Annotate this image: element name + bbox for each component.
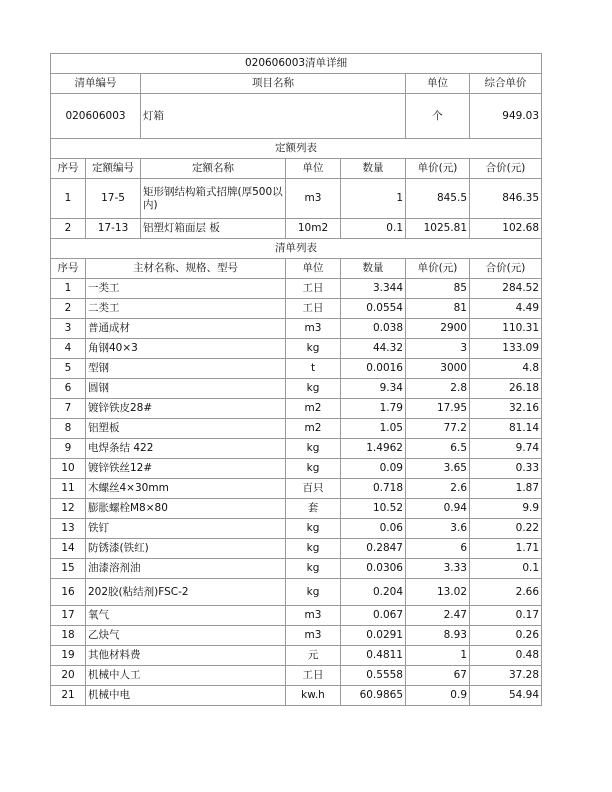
material-total: 9.9 [470, 499, 542, 519]
material-row [51, 279, 542, 299]
material-name: 木螺丝4×30mm [86, 479, 286, 499]
material-qty: 0.09 [341, 459, 406, 479]
material-header-row [51, 259, 542, 279]
quota-row [51, 219, 542, 239]
material-unit-price: 17.95 [406, 399, 470, 419]
bill-detail-table [50, 53, 542, 706]
material-qty: 0.0554 [341, 299, 406, 319]
material-row [51, 686, 542, 706]
material-name: 膨胀螺栓M8×80 [86, 499, 286, 519]
material-name-header: 主材名称、规格、型号 [86, 259, 286, 279]
quota-unit: m3 [286, 179, 341, 219]
material-qty: 9.34 [341, 379, 406, 399]
material-qty: 0.0016 [341, 359, 406, 379]
item-name: 灯箱 [141, 94, 406, 139]
material-seq: 12 [51, 499, 86, 519]
material-name: 其他材料费 [86, 646, 286, 666]
material-unit: m3 [286, 626, 341, 646]
page-title: 020606003清单详细 [51, 54, 542, 74]
material-unit-price: 6.5 [406, 439, 470, 459]
material-row [51, 646, 542, 666]
material-unit-price: 2.6 [406, 479, 470, 499]
material-unit: t [286, 359, 341, 379]
material-name: 防锈漆(铁红) [86, 539, 286, 559]
material-unit: kg [286, 539, 341, 559]
material-unit-price: 3000 [406, 359, 470, 379]
material-seq: 2 [51, 299, 86, 319]
material-seq: 14 [51, 539, 86, 559]
material-row [51, 439, 542, 459]
material-unit: kg [286, 379, 341, 399]
quota-total: 102.68 [470, 219, 542, 239]
material-name: 电焊条结 422 [86, 439, 286, 459]
material-unit: m2 [286, 399, 341, 419]
item-unit-header: 单位 [406, 74, 470, 94]
material-seq: 11 [51, 479, 86, 499]
material-total: 0.33 [470, 459, 542, 479]
material-unit: 百只 [286, 479, 341, 499]
material-qty-header: 数量 [341, 259, 406, 279]
quota-header-row [51, 159, 542, 179]
material-qty: 0.5558 [341, 666, 406, 686]
material-unit-price: 81 [406, 299, 470, 319]
quota-code: 17-13 [86, 219, 141, 239]
material-row [51, 379, 542, 399]
material-row [51, 626, 542, 646]
material-row [51, 579, 542, 606]
quota-seq: 2 [51, 219, 86, 239]
material-row [51, 459, 542, 479]
material-unit: 工日 [286, 299, 341, 319]
material-qty: 0.4811 [341, 646, 406, 666]
material-qty: 0.06 [341, 519, 406, 539]
quota-unit-price-header: 单价(元) [406, 159, 470, 179]
item-unit: 个 [406, 94, 470, 139]
quota-section-title: 定额列表 [51, 139, 542, 159]
material-name: 角钢40×3 [86, 339, 286, 359]
item-row [51, 94, 542, 139]
quota-name-header: 定额名称 [141, 159, 286, 179]
material-seq: 1 [51, 279, 86, 299]
material-name: 202胶(粘结剂)FSC-2 [86, 579, 286, 606]
material-seq: 19 [51, 646, 86, 666]
material-row [51, 419, 542, 439]
material-row [51, 319, 542, 339]
material-name: 二类工 [86, 299, 286, 319]
material-unit-price: 13.02 [406, 579, 470, 606]
quota-total: 846.35 [470, 179, 542, 219]
quota-code: 17-5 [86, 179, 141, 219]
material-unit: 套 [286, 499, 341, 519]
material-unit-price: 1 [406, 646, 470, 666]
material-qty: 0.067 [341, 606, 406, 626]
material-unit-price: 3.6 [406, 519, 470, 539]
material-name: 镀锌铁丝12# [86, 459, 286, 479]
item-header-row [51, 74, 542, 94]
material-unit-price: 3.65 [406, 459, 470, 479]
quota-seq: 1 [51, 179, 86, 219]
material-name: 普通成材 [86, 319, 286, 339]
item-price-header: 综合单价 [470, 74, 542, 94]
material-row [51, 479, 542, 499]
material-total: 0.1 [470, 559, 542, 579]
material-qty: 60.9865 [341, 686, 406, 706]
material-qty: 0.718 [341, 479, 406, 499]
quota-qty-header: 数量 [341, 159, 406, 179]
material-unit-price: 77.2 [406, 419, 470, 439]
material-row [51, 359, 542, 379]
material-row [51, 399, 542, 419]
material-row [51, 666, 542, 686]
material-row [51, 606, 542, 626]
material-qty: 1.4962 [341, 439, 406, 459]
material-unit-price: 3 [406, 339, 470, 359]
material-unit: kg [286, 459, 341, 479]
quota-unit-header: 单位 [286, 159, 341, 179]
material-total: 2.66 [470, 579, 542, 606]
material-name: 圆钢 [86, 379, 286, 399]
quota-seq-header: 序号 [51, 159, 86, 179]
quota-unit-price: 845.5 [406, 179, 470, 219]
material-seq: 21 [51, 686, 86, 706]
material-total: 81.14 [470, 419, 542, 439]
material-unit: kg [286, 559, 341, 579]
material-name: 乙炔气 [86, 626, 286, 646]
quota-name: 矩形钢结构箱式招牌(厚500以内) [141, 179, 286, 219]
material-qty: 0.2847 [341, 539, 406, 559]
material-row [51, 559, 542, 579]
material-total: 9.74 [470, 439, 542, 459]
material-seq: 9 [51, 439, 86, 459]
material-seq: 13 [51, 519, 86, 539]
material-seq: 8 [51, 419, 86, 439]
material-unit: m2 [286, 419, 341, 439]
material-total: 0.22 [470, 519, 542, 539]
quota-qty: 1 [341, 179, 406, 219]
material-seq: 5 [51, 359, 86, 379]
material-total: 1.71 [470, 539, 542, 559]
material-unit: kg [286, 439, 341, 459]
material-total: 133.09 [470, 339, 542, 359]
material-row [51, 339, 542, 359]
quota-row [51, 179, 542, 219]
material-name: 油漆溶剂油 [86, 559, 286, 579]
quota-name: 铝塑灯箱面层 板 [141, 219, 286, 239]
material-unit-price: 0.94 [406, 499, 470, 519]
material-total: 54.94 [470, 686, 542, 706]
material-unit: 元 [286, 646, 341, 666]
quota-section-row [51, 139, 542, 159]
material-qty: 44.32 [341, 339, 406, 359]
material-name: 氧气 [86, 606, 286, 626]
item-price: 949.03 [470, 94, 542, 139]
material-unit: 工日 [286, 279, 341, 299]
material-qty: 0.204 [341, 579, 406, 606]
material-section-row [51, 239, 542, 259]
material-qty: 3.344 [341, 279, 406, 299]
material-name: 铁钉 [86, 519, 286, 539]
material-qty: 1.05 [341, 419, 406, 439]
material-seq: 16 [51, 579, 86, 606]
material-seq: 4 [51, 339, 86, 359]
material-name: 型钢 [86, 359, 286, 379]
quota-total-header: 合价(元) [470, 159, 542, 179]
material-total: 284.52 [470, 279, 542, 299]
material-qty: 10.52 [341, 499, 406, 519]
material-total: 0.26 [470, 626, 542, 646]
material-seq: 10 [51, 459, 86, 479]
material-row [51, 299, 542, 319]
material-seq: 18 [51, 626, 86, 646]
material-unit-header: 单位 [286, 259, 341, 279]
material-qty: 0.0306 [341, 559, 406, 579]
material-name: 机械中电 [86, 686, 286, 706]
material-row [51, 519, 542, 539]
item-code: 020606003 [51, 94, 141, 139]
material-qty: 0.0291 [341, 626, 406, 646]
material-name: 铝塑板 [86, 419, 286, 439]
quota-code-header: 定额编号 [86, 159, 141, 179]
quota-qty: 0.1 [341, 219, 406, 239]
material-seq-header: 序号 [51, 259, 86, 279]
material-unit-price: 67 [406, 666, 470, 686]
material-seq: 20 [51, 666, 86, 686]
material-total: 26.18 [470, 379, 542, 399]
material-qty: 0.038 [341, 319, 406, 339]
item-name-header: 项目名称 [141, 74, 406, 94]
material-name: 一类工 [86, 279, 286, 299]
material-total: 0.48 [470, 646, 542, 666]
material-total: 4.49 [470, 299, 542, 319]
material-total: 110.31 [470, 319, 542, 339]
material-unit-price: 0.9 [406, 686, 470, 706]
material-unit-price: 2.47 [406, 606, 470, 626]
material-unit: m3 [286, 606, 341, 626]
material-unit: 工日 [286, 666, 341, 686]
material-name: 镀锌铁皮28# [86, 399, 286, 419]
material-total: 32.16 [470, 399, 542, 419]
material-total: 1.87 [470, 479, 542, 499]
material-seq: 17 [51, 606, 86, 626]
material-total-header: 合价(元) [470, 259, 542, 279]
material-unit-price: 8.93 [406, 626, 470, 646]
quota-unit: 10m2 [286, 219, 341, 239]
material-unit: kg [286, 579, 341, 606]
material-unit-price: 2.8 [406, 379, 470, 399]
material-section-title: 清单列表 [51, 239, 542, 259]
title-row [51, 54, 542, 74]
material-unit-price: 3.33 [406, 559, 470, 579]
material-row [51, 499, 542, 519]
material-seq: 3 [51, 319, 86, 339]
material-seq: 7 [51, 399, 86, 419]
material-unit: kg [286, 339, 341, 359]
material-seq: 6 [51, 379, 86, 399]
material-name: 机械中人工 [86, 666, 286, 686]
material-total: 4.8 [470, 359, 542, 379]
material-unit-price: 6 [406, 539, 470, 559]
material-unit: kw.h [286, 686, 341, 706]
material-unit: kg [286, 519, 341, 539]
item-code-header: 清单编号 [51, 74, 141, 94]
quota-unit-price: 1025.81 [406, 219, 470, 239]
material-row [51, 539, 542, 559]
material-unit: m3 [286, 319, 341, 339]
material-unit-price-header: 单价(元) [406, 259, 470, 279]
material-unit-price: 2900 [406, 319, 470, 339]
material-total: 37.28 [470, 666, 542, 686]
material-seq: 15 [51, 559, 86, 579]
material-unit-price: 85 [406, 279, 470, 299]
material-qty: 1.79 [341, 399, 406, 419]
material-total: 0.17 [470, 606, 542, 626]
